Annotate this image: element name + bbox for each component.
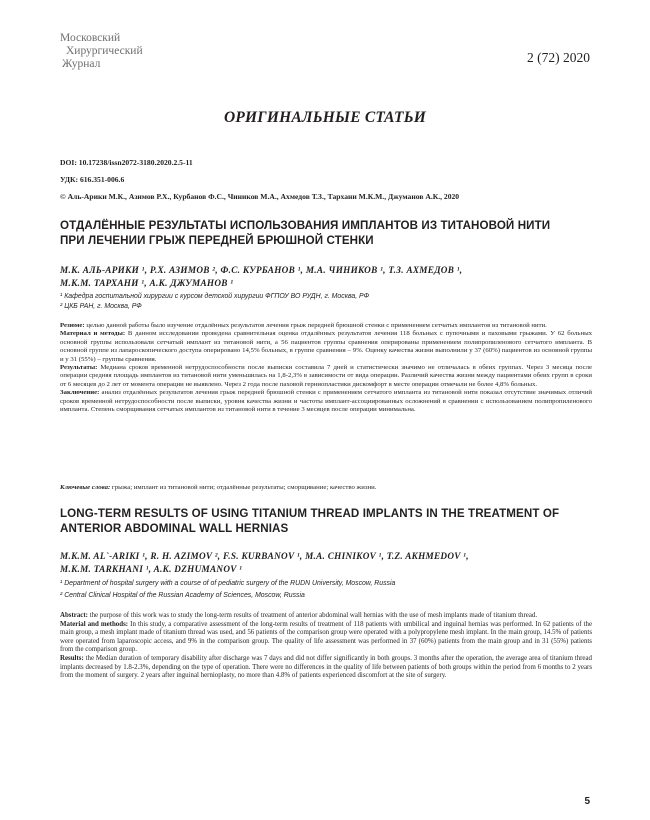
abstract-text: Медиана сроков временной нетрудоспособности после выписки составила 7 дней и статистически значимо не отличалась в обеих группах. Через 3 месяца после операции средняя площадь имплантов из титановой нити уменьшилась на 1,8-2,3% в зависимости от вида операции. Различий качества жизни между пациентами обеих групп в сроки от 6 месяцев до 2 лет от момента операции не выявлено. Через 2 года после паховой герниопластики дискомфорт в месте операции отмечали не более 4,8% больных.: [60, 364, 592, 388]
issue-number: 2 (72) 2020: [527, 50, 590, 65]
en-affiliation: ² Central Clinical Hospital of the Russian Academy of Sciences, Moscow, Russia: [60, 592, 305, 599]
abstract-label: Результаты:: [60, 364, 98, 372]
ru-authors-line: М.К. АЛЬ-АРИКИ ¹, Р.Х. АЗИМОВ ², Ф.С. КУРБАНОВ ¹, М.А. ЧИНИКОВ ¹, Т.З. АХМЕДОВ ¹,: [60, 265, 463, 275]
abstract-text: анализ отдалённых результатов лечения грыж передней брюшной стенки с применением сетчатого импланта из титановой нити показал отсутствие значимых отличий сроков временной нетрудоспособности после выписки, уровня качества жизни и частоты имплант-ассоциированных осложнений в сравнении с использованием полипропиленового импланта. Степень сморщивания сетчатых имплантов из титановой нити в течение 3 месяцев после операции минимальна.: [60, 389, 592, 414]
ru-title-line: ПРИ ЛЕЧЕНИИ ГРЫЖ ПЕРЕДНЕЙ БРЮШНОЙ СТЕНКИ: [60, 234, 374, 247]
abstract-label: Заключение:: [60, 389, 100, 397]
en-abstract-methods: [60, 621, 592, 655]
en-authors-line: M.K.M. AL`-ARIKI ¹, R. H. AZIMOV ², F.S. KURBANOV ¹, M.A. CHINIKOV ¹, T.Z. AKHMEDOV ¹,: [60, 551, 469, 561]
ru-authors-line: М.К.М. ТАРХАНИ ¹, А.К. ДЖУМАНОВ ¹: [60, 278, 234, 288]
abstract-label: Резюме:: [60, 322, 85, 329]
copyright: © Аль-Арики М.К., Азимов Р.Х., Курбанов Ф.С., Чиников М.А., Ахмедов Т.З., Тархани М.К.М., Джуманов А.К., 2020: [60, 192, 460, 201]
ru-title-line: ОТДАЛЁННЫЕ РЕЗУЛЬТАТЫ ИСПОЛЬЗОВАНИЯ ИМПЛАНТОВ ИЗ ТИТАНОВОЙ НИТИ: [60, 219, 551, 232]
abstract-label: Материал и методы:: [60, 330, 126, 338]
ru-article-title: [60, 218, 600, 248]
section-title: ОРИГИНАЛЬНЫЕ СТАТЬИ: [223, 109, 426, 126]
keywords-text: грыжа; имплант из титановой нити; отдалённые результаты; сморщивание; качество жизни.: [110, 484, 377, 491]
ru-abstract-conclusion: [60, 389, 592, 414]
ru-abstract: [60, 322, 592, 414]
abstract-text: В данном исследовании проведена сравнительная оценка отдалённых результатов лечения 118 больных с пупочными и паховыми грыжами. У 62 больных основной группы использовали сетчатый имплант из титановой нити, а 56 пациентов группы сравнения оперированы применением полипропиленового сетчатого импланта. В основной группе из лапароскопического доступа оперировано 14,5% больных, в группе сравнения – 9%. Оценку качества жизни выполнили у 37 (60%) пациентов из основной группы и у 31 (55%) – группы сравнения.: [60, 330, 592, 363]
logo-line-3: Журнал: [62, 58, 101, 70]
journal-logo: [60, 28, 170, 78]
en-title-line: LONG-TERM RESULTS OF USING TITANIUM THREAD IMPLANTS IN THE TREATMENT OF: [60, 507, 560, 520]
en-abstract: [60, 612, 592, 681]
keywords-label: Ключевые слова:: [60, 484, 111, 491]
ru-abstract-summary: [60, 322, 592, 330]
page-number: 5: [584, 796, 590, 807]
en-authors-line: M.K.M. TARKHANI ¹, A.K. DZHUMANOV ¹: [60, 564, 243, 574]
en-affiliations: [60, 578, 600, 602]
en-abstract-summary: [60, 612, 592, 621]
ru-affiliations: [60, 292, 600, 311]
abstract-text: the Median duration of temporary disability after discharge was 7 days and did not differ significantly in both groups. 3 months after the operation, the average area of titanium thread implants decreased by 1.8-2.3%, depending on the type of operation. There were no differences in the quality of life between patients of both groups within the period from 6 months to 2 years from the moment of surgery. 2 years after inguinal hernioplasty, no more than 4.8% of patients experienced discomfort at the site of surgery.: [60, 654, 592, 680]
ru-affiliation: ² ЦКБ РАН, г. Москва, РФ: [60, 302, 142, 310]
en-article-title: [60, 506, 600, 536]
en-authors: [60, 550, 600, 576]
udk: УДК: 616.351-006.6: [60, 175, 125, 184]
en-title-line: ANTERIOR ABDOMINAL WALL HERNIAS: [60, 522, 289, 535]
abstract-label: Results:: [60, 654, 84, 662]
abstract-label: Abstract:: [60, 612, 88, 619]
abstract-label: Material and methods:: [60, 620, 129, 628]
abstract-text: In this study, a comparative assessment of the long-term results of treatment of 118 patients with umbilical and inguinal hernias was performed. In 62 patients of the main group, a mesh implant made of titanium thread was used, and 56 patients of the comparison group were operated with a polypropylene mesh implant. In the main group, 14.5% of patients were operated from laparoscopic access, and 9% in the comparison group. The quality of life assessment was performed in 37 (60%) patients from the main group and in 31 (55%) patients from the comparison group.: [60, 620, 592, 654]
ru-abstract-methods: [60, 330, 592, 364]
doi: DOI: 10.17238/issn2072-3180.2020.2.5-11: [60, 158, 193, 167]
ru-affiliation: ¹ Кафедра госпитальной хирургии с курсом детской хирургии ФГПОУ ВО РУДН, г. Москва, РФ: [60, 293, 370, 300]
logo-line-1: Московский: [60, 32, 121, 44]
ru-abstract-results: [60, 364, 592, 389]
abstract-text: целью данной работы было изучение отдалённых результатов лечения грыж передней брюшной стенки с применением сетчатых имплантов из титановой нити.: [84, 322, 547, 329]
logo-line-2: Хирургический: [66, 45, 143, 57]
abstract-text: the purpose of this work was to study the long-term results of treatment of anterior abdominal wall hernias with the use of mesh implants made of titanium thread.: [87, 612, 538, 619]
en-affiliation: ¹ Department of hospital surgery with a course of of pediatric surgery of the RUDN University, Moscow, Russia: [60, 580, 396, 587]
ru-authors: [60, 264, 600, 290]
en-abstract-results: [60, 655, 592, 681]
ru-keywords: [60, 484, 592, 492]
